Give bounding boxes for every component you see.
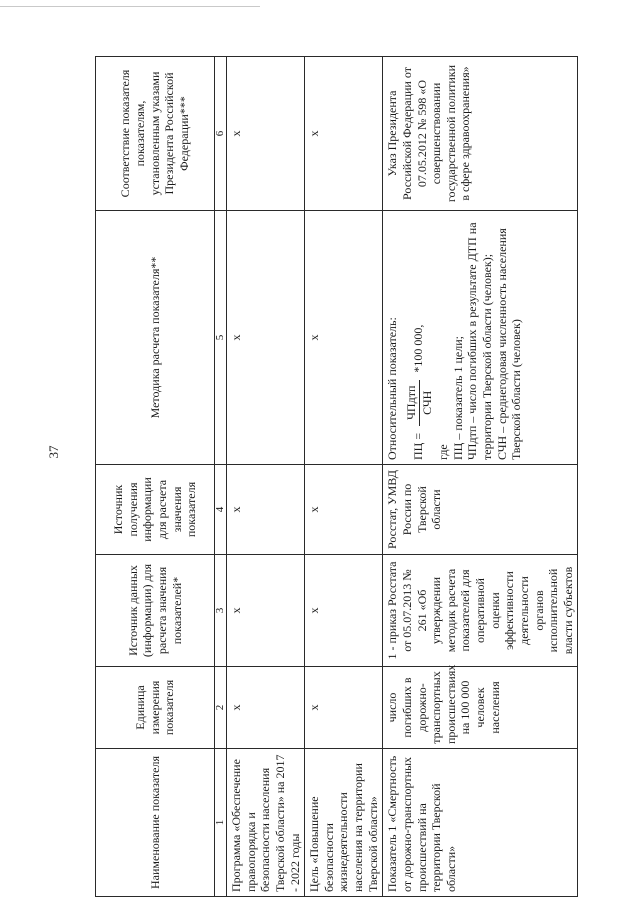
row-unit: число погибших в дорожно-транспортных происшествиях на 100 000 человек населения [383,667,578,749]
table-row-indicator-1 [383,57,578,897]
row-method [383,211,578,465]
method-formula [404,215,434,460]
indicators-table [95,56,578,897]
row-info: x [305,465,383,555]
method-definition: ЧПдтп – число погибших в результате ДТП на территории Тверской области (человек); [465,222,494,460]
column-number: 1 [215,749,227,897]
row-unit: x [305,667,383,749]
column-numbers-row [215,57,227,897]
row-match: x [305,57,383,211]
column-number: 2 [215,667,227,749]
header-info-source: Источник получения информации для расчета значения показателя [96,465,215,555]
row-method: x [227,211,305,465]
row-source: 1 - приказ Росстата от 05.07.2013 № 261 «Об утверждении методик расчета показателей для оперативной оценки эффективности деятельности органов исполнительной власти субъектов [383,555,578,667]
row-info: Росстат, УМВД России по Тверской области [383,465,578,555]
landscape-content [95,57,575,897]
column-number: 6 [215,57,227,211]
formula-multiplier: *100 000, [410,324,425,373]
header-data-source: Источник данных (информации) для расчета значения показателей* [96,555,215,667]
formula-lhs: ПЦ [410,442,425,460]
row-name: Программа «Обеспечение правопорядка и безопасности населения Тверской области» на 2017 - 2022 годы [227,749,305,897]
row-method: x [305,211,383,465]
row-match: x [227,57,305,211]
header-unit: Единица измерения показателя [96,667,215,749]
scan-artifact-line [0,6,260,7]
table-header-row [96,57,215,897]
column-number: 4 [215,465,227,555]
formula-denominator: СЧН [419,390,434,415]
method-definition: ПЦ – показатель 1 цели; [450,335,465,460]
header-method: Методика расчета показателя** [96,211,215,465]
method-definition: СЧН – среднегодовая численность населения Тверской области (человек) [494,228,524,460]
header-name: Наименование показателя [96,749,215,897]
row-name: Цель «Повышение безопасности жизнедеятельности населения на территории Тверской области» [305,749,383,897]
row-match: Указ Президента Российской Федерации от 07.05.2012 № 598 «О совершенствовании государственной политики в сфере здравоохранения» [383,57,578,211]
row-unit: x [227,667,305,749]
formula-fraction [404,380,434,426]
column-number: 5 [215,211,227,465]
formula-numerator: ЧПдтп [404,380,420,426]
row-info: x [227,465,305,555]
header-decree-match: Соответствие показателя показателям, установленным указами Президента Российской Федерации*** [96,57,215,211]
row-source: x [227,555,305,667]
formula-equals: = [410,432,425,440]
table-row-program [227,57,305,897]
row-source: x [305,555,383,667]
column-number: 3 [215,555,227,667]
table-row-goal [305,57,383,897]
rotated-page-area [95,57,575,897]
page-number: 37 [46,445,61,459]
row-name: Показатель 1 «Смертность от дорожно-транспортных происшествий на территории Тверской области» [383,749,578,897]
method-intro: Относительный показатель: [385,317,400,460]
method-where: где [436,444,451,460]
